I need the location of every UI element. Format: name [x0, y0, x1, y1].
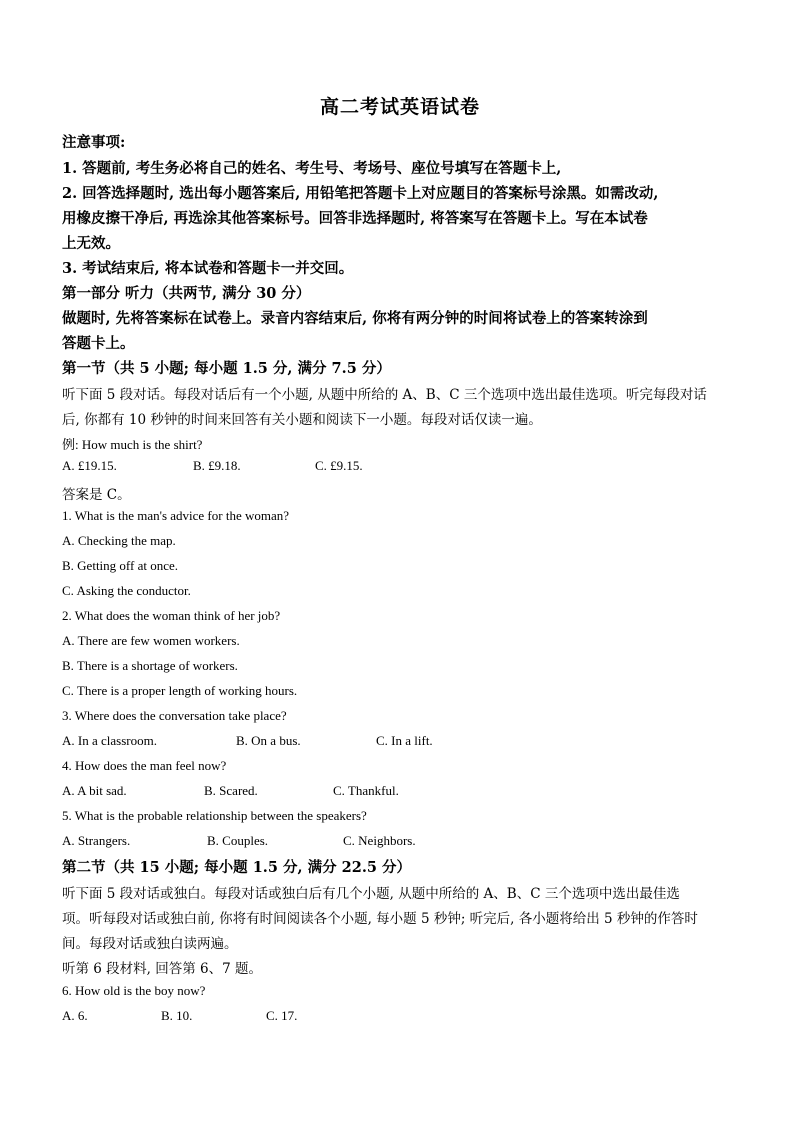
- question-5-option-c: C. Neighbors.: [343, 833, 416, 848]
- notice-item-2-line-1: 2. 回答选择题时, 选出每小题答案后, 用铅笔把答题卡上对应题目的答案标号涂黑。如需改动,: [62, 185, 659, 202]
- section2-instruction-line-3: 间。每段对话或独白读两遍。: [62, 936, 238, 952]
- question-1-option-c: C. Asking the conductor.: [62, 583, 191, 598]
- material-6-heading: 听第 6 段材料, 回答第 6、7 题。: [62, 961, 263, 977]
- question-2-option-b: B. There is a shortage of workers.: [62, 658, 238, 673]
- part1-heading: 第一部分 听力（共两节, 满分 30 分）: [62, 285, 311, 302]
- example-answer: 答案是 C。: [62, 487, 131, 503]
- section2-instruction-line-2: 项。听每段对话或独白前, 你将有时间阅读各个小题, 每小题 5 秒钟; 听完后, 各小题将给出 5 秒钟的作答时: [62, 911, 698, 927]
- question-5: 5. What is the probable relationship between the speakers?: [62, 808, 367, 823]
- example-option-a: A. £19.15.: [62, 458, 117, 473]
- question-3-option-c: C. In a lift.: [376, 733, 433, 748]
- notice-item-2-line-3: 上无效。: [62, 235, 120, 252]
- question-4-option-b: B. Scared.: [204, 783, 258, 798]
- notice-item-2-line-2: 用橡皮擦干净后, 再选涂其他答案标号。回答非选择题时, 将答案写在答题卡上。写在本试卷: [62, 210, 648, 227]
- question-5-option-a: A. Strangers.: [62, 833, 131, 848]
- notice-heading: 注意事项:: [62, 134, 126, 151]
- section2-instruction-line-1: 听下面 5 段对话或独白。每段对话或独白后有几个小题, 从题中所给的 A、B、C 三个选项中选出最佳选: [62, 886, 680, 902]
- notice-item-3: 3. 考试结束后, 将本试卷和答题卡一并交回。: [62, 260, 354, 277]
- question-1-option-b: B. Getting off at once.: [62, 558, 179, 573]
- part1-intro-line-1: 做题时, 先将答案标在试卷上。录音内容结束后, 你将有两分钟的时间将试卷上的答案转涂到: [62, 310, 648, 327]
- question-2-option-a: A. There are few women workers.: [62, 633, 240, 648]
- question-5-option-b: B. Couples.: [207, 833, 269, 848]
- section1-heading: 第一节（共 5 小题; 每小题 1.5 分, 满分 7.5 分）: [62, 360, 391, 377]
- part1-intro-line-2: 答题卡上。: [62, 335, 135, 352]
- question-2: 2. What does the woman think of her job?: [62, 608, 281, 623]
- notice-item-1: 1. 答题前, 考生务必将自己的姓名、考生号、考场号、座位号填写在答题卡上,: [62, 160, 562, 177]
- question-6-option-b: B. 10.: [161, 1008, 193, 1023]
- question-2-option-c: C. There is a proper length of working hours.: [62, 683, 298, 698]
- question-1: 1. What is the man's advice for the woman?: [62, 508, 290, 523]
- section1-instruction-line-1: 听下面 5 段对话。每段对话后有一个小题, 从题中所给的 A、B、C 三个选项中选出最佳选项。听完每段对话: [62, 387, 707, 403]
- section2-heading: 第二节（共 15 小题; 每小题 1.5 分, 满分 22.5 分）: [62, 859, 412, 876]
- question-3-option-b: B. On a bus.: [236, 733, 301, 748]
- question-6-option-a: A. 6.: [62, 1008, 88, 1023]
- example-option-b: B. £9.18.: [193, 458, 241, 473]
- example-question: 例: How much is the shirt?: [62, 437, 203, 452]
- section1-instruction-line-2: 后, 你都有 10 秒钟的时间来回答有关小题和阅读下一小题。每段对话仅读一遍。: [62, 412, 542, 428]
- question-6: 6. How old is the boy now?: [62, 983, 206, 998]
- question-4-option-c: C. Thankful.: [333, 783, 399, 798]
- example-option-c: C. £9.15.: [315, 458, 363, 473]
- exam-title: 高二考试英语试卷: [319, 96, 480, 118]
- question-1-option-a: A. Checking the map.: [62, 533, 176, 548]
- question-3-option-a: A. In a classroom.: [62, 733, 157, 748]
- question-4-option-a: A. A bit sad.: [62, 783, 127, 798]
- question-3: 3. Where does the conversation take place?: [62, 708, 287, 723]
- question-4: 4. How does the man feel now?: [62, 758, 227, 773]
- question-6-option-c: C. 17.: [266, 1008, 298, 1023]
